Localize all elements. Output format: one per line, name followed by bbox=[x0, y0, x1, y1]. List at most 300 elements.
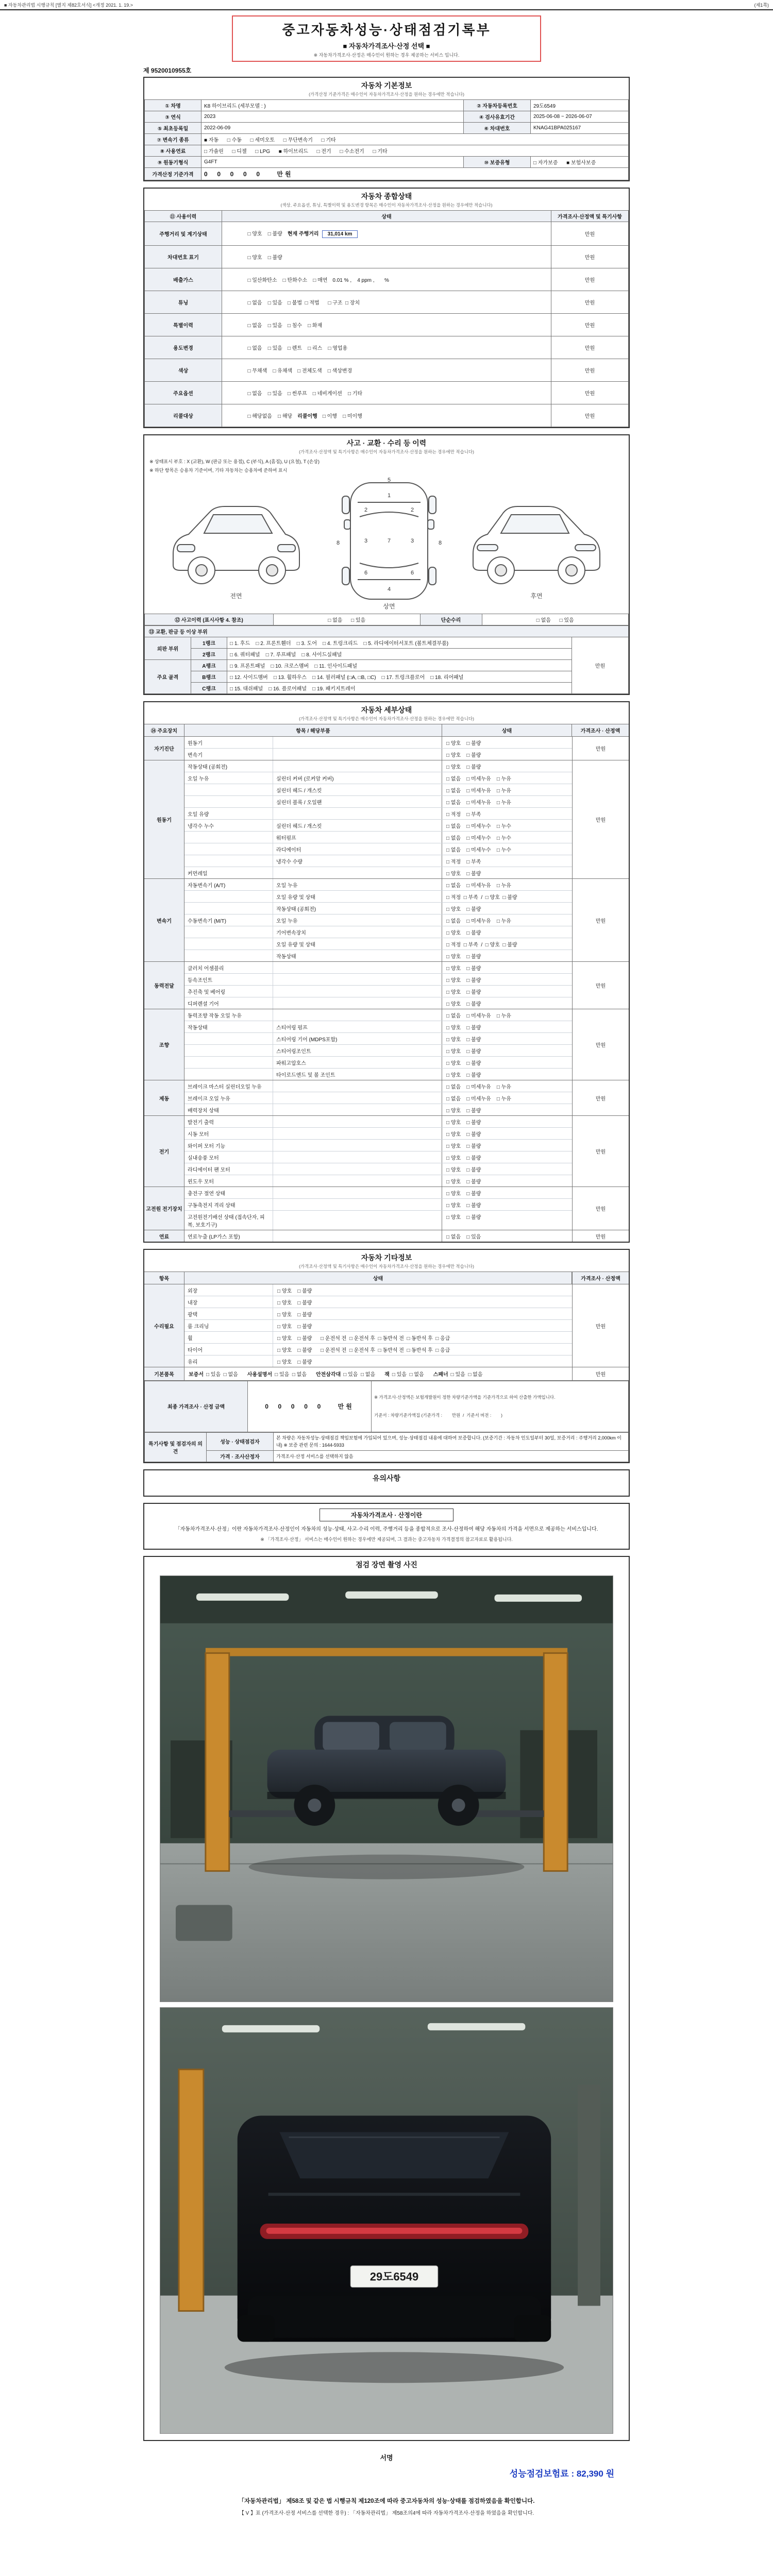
checkbox-group[interactable]: □ 양호 □ 불량 bbox=[446, 930, 481, 936]
checkbox-group[interactable]: □ 있음 □ 없음 bbox=[275, 1372, 307, 1378]
item-label bbox=[184, 926, 273, 938]
sub-part-label: 실린더 헤드 / 개스킷 bbox=[273, 820, 442, 831]
price-cell: 만원 bbox=[551, 404, 629, 427]
device-item-row bbox=[184, 1116, 572, 1128]
checkbox-group[interactable]: □ 없음 □ 있음 bbox=[247, 346, 282, 351]
device-group-label: 연료 bbox=[144, 1230, 184, 1242]
checkbox-group[interactable]: □ 양호 □ 불량 bbox=[446, 1025, 481, 1031]
item-label: 브레이크 마스터 실린더오일 누유 bbox=[184, 1080, 273, 1092]
checkbox-group[interactable]: □ 양호 □ 불량 bbox=[277, 1324, 312, 1330]
price-cell: 만원 bbox=[551, 291, 629, 314]
device-group-label: 원동기 bbox=[144, 760, 184, 878]
inspector-opinion-text: 본 차량은 자동차성능·상태점검 책임보험에 가입되어 있으며, 성능·상태점검 내용에 대하여 보증합니다. (보증기간 : 자동차 인도일부터 30일, 보증거리 : 주행거리 2,000km 이내) ※ 보증 관련 문의 : 1644-5933 bbox=[274, 1432, 629, 1451]
checkbox-group[interactable]: □ 없음 □ 미세누수 □ 누수 bbox=[446, 823, 511, 829]
sub-part-label: 오일 유량 및 상태 bbox=[273, 891, 442, 902]
checkbox-group[interactable]: □ 없음 □ 미세누유 □ 누유 bbox=[446, 788, 511, 794]
price-cell: 만원 bbox=[551, 359, 629, 382]
svg-text:5: 5 bbox=[387, 477, 391, 483]
checkbox-group[interactable]: □ 양호 □ 불량 bbox=[446, 906, 481, 912]
device-item-row bbox=[184, 760, 572, 772]
column-header: 상태 bbox=[222, 211, 551, 222]
section-note: (가격조사·산정액 및 특기사항은 매수인이 자동차가격조사·산정을 원하는 경우에만 적습니다) bbox=[299, 716, 474, 721]
license-plate-text: 29도6549 bbox=[369, 2270, 419, 2283]
device-item-row bbox=[184, 855, 572, 867]
fee-label: 성능점검보험료 : bbox=[509, 2468, 575, 2479]
item-label bbox=[184, 950, 273, 961]
extra-label: 현재 주행거리 bbox=[287, 231, 319, 237]
detail-table-header bbox=[144, 724, 629, 737]
item-label: 룸 크리닝 bbox=[184, 1320, 273, 1331]
sub-part-label bbox=[273, 1151, 442, 1163]
checkbox-group[interactable]: □ 없음 □ 있음 bbox=[247, 323, 282, 329]
item-label bbox=[184, 903, 273, 914]
checkbox-group[interactable]: □ 양호 □ 불량 bbox=[446, 1167, 481, 1173]
checkbox-group[interactable]: □ 양호 □ 불량 bbox=[446, 965, 481, 972]
price-cell: 만원 bbox=[551, 268, 629, 291]
device-item-row bbox=[184, 1080, 572, 1092]
checkbox-group[interactable]: □ 양호 □ 불량 bbox=[247, 255, 282, 261]
section-title: 사고 · 교환 · 수리 등 이력 bbox=[346, 439, 427, 447]
rank-label: A랭크 bbox=[191, 660, 227, 671]
rank-checkbox-group[interactable]: □ 1. 후드 □ 2. 프론트휀더 □ 3. 도어 □ 4. 트렁크리드 □ 5. 라디에이터서포트 (볼트체결부품) bbox=[227, 637, 572, 649]
device-item-row bbox=[184, 938, 572, 950]
rank-checkbox-group[interactable]: □ 9. 프론트패널 □ 10. 크로스멤버 □ 11. 인사이드패널 bbox=[227, 660, 572, 671]
checkbox-group[interactable]: □ 양호 □ 불량 bbox=[446, 1143, 481, 1149]
sub-part-label bbox=[273, 1230, 442, 1242]
field-label: ⑧ 사용연료 bbox=[145, 145, 201, 157]
checkbox-group[interactable]: □ 적정 □ 부족 / □ 양호 □ 불량 bbox=[446, 942, 517, 948]
basic-item-checkbox-group[interactable] bbox=[189, 1370, 238, 1378]
device-item-row bbox=[184, 1033, 572, 1045]
checkbox-group[interactable]: □ 없음 □ 미세누유 □ 누유 bbox=[446, 800, 511, 806]
device-group-label: 자기진단 bbox=[144, 737, 184, 760]
checkbox-group[interactable]: □ 양호 □ 불량 □ 운전석 전 □ 운전석 후 □ 동반석 전 □ 동반석 후 □ 응급 bbox=[277, 1347, 450, 1353]
item-label: 오일 누유 bbox=[184, 772, 273, 784]
device-item-row bbox=[184, 1199, 572, 1211]
title-block bbox=[232, 15, 541, 62]
checkbox-group[interactable]: □ 무채색 □ 유채색 bbox=[247, 368, 293, 374]
device-item-row bbox=[184, 879, 572, 891]
form-reference-note bbox=[0, 0, 773, 9]
checkbox-group[interactable]: □ 없음 □ 미세누유 □ 누유 bbox=[446, 1096, 511, 1102]
device-item-row bbox=[184, 903, 572, 914]
sub-part-label bbox=[273, 986, 442, 997]
sub-part-label: 기어변속장치 bbox=[273, 926, 442, 938]
repair-item-row bbox=[184, 1284, 572, 1296]
column-header: 항목 bbox=[144, 1272, 184, 1284]
device-item-row bbox=[184, 843, 572, 855]
accident-history-checkbox-group[interactable]: □ 없음 □ 있음 bbox=[274, 614, 421, 625]
field-label: ⑤ 최초등록일 bbox=[145, 123, 201, 134]
device-group-row bbox=[144, 1230, 629, 1242]
sub-part-label: 오일 누유 bbox=[273, 879, 442, 890]
item-label: 와이퍼 모터 기능 bbox=[184, 1140, 273, 1151]
checkbox-group[interactable]: □ 양호 □ 불량 □ 운전석 전 □ 운전석 후 □ 동반석 전 □ 동반석 후 □ 응급 bbox=[277, 1335, 450, 1342]
extra-checkbox-group[interactable]: □ 침수 □ 화재 bbox=[287, 323, 323, 329]
item-label: 실내송풍 모터 bbox=[184, 1151, 273, 1163]
top-divider bbox=[0, 9, 773, 10]
definition-title: 자동차가격조사 · 산정이란 bbox=[320, 1509, 453, 1521]
column-header: 가격조사 · 산정액 bbox=[580, 728, 620, 734]
extra-checkbox-group[interactable]: □ 썬루프 □ 네비게이션 □ 기타 bbox=[287, 391, 363, 397]
basic-item-checkbox-group[interactable] bbox=[384, 1370, 424, 1378]
column-header: 가격조사·산정액 및 특기사항 bbox=[551, 211, 629, 222]
item-label: 수동변속기 (M/T) bbox=[184, 914, 273, 926]
device-group-row bbox=[144, 1080, 629, 1116]
basic-item-checkbox-group[interactable] bbox=[247, 1370, 307, 1378]
row-label: 튜닝 bbox=[145, 291, 222, 314]
column-header: 상태 bbox=[184, 1272, 572, 1284]
item-label bbox=[184, 891, 273, 902]
device-item-row bbox=[184, 974, 572, 986]
sub-part-label bbox=[273, 737, 442, 748]
extra-checkbox-group[interactable]: □ 렌트 □ 리스 □ 영업용 bbox=[287, 346, 348, 351]
checkbox-group[interactable]: □ 양호 □ 불량 bbox=[247, 231, 282, 237]
row-label: 용도변경 bbox=[145, 336, 222, 359]
row-label: 주요옵션 bbox=[145, 382, 222, 404]
car-shadow bbox=[225, 2352, 564, 2383]
checkbox-group[interactable]: □ 양호 □ 불량 bbox=[446, 871, 481, 877]
page-title: 중고자동차성능·상태점검기록부 bbox=[282, 22, 491, 38]
device-group-row bbox=[144, 1116, 629, 1187]
checkbox-group[interactable]: □ 없음 □ 미세누유 □ 누유 bbox=[446, 1084, 511, 1090]
sub-part-label bbox=[273, 1092, 442, 1104]
page-subtitle: ■ 자동차가격조사·산정 선택 ■ bbox=[343, 42, 430, 50]
overall-condition-table bbox=[144, 210, 629, 427]
checkbox-group[interactable]: □ 없음 □ 미세누유 □ 누유 bbox=[446, 776, 511, 782]
item-label: 등속조인트 bbox=[184, 974, 273, 985]
column-header: ⑭ 주요장치 bbox=[144, 724, 184, 736]
sub-part-label bbox=[273, 1080, 442, 1092]
item-label: 작동상태 (공회전) bbox=[184, 760, 273, 772]
item-label bbox=[184, 796, 273, 807]
checkbox-group[interactable]: □ 양호 □ 불량 bbox=[446, 1179, 481, 1185]
basic-item-label: 사용설명서 bbox=[247, 1372, 273, 1378]
sub-part-label: 스티어링 펌프 bbox=[273, 1021, 442, 1032]
exchange-label: ⑬ 교환, 판금 등 이상 부위 bbox=[145, 626, 629, 637]
accident-history-table bbox=[144, 614, 629, 625]
item-label bbox=[184, 1069, 273, 1080]
field-label: ③ 연식 bbox=[145, 111, 201, 123]
checkbox-group[interactable]: □ 양호 □ 불량 bbox=[446, 1120, 481, 1126]
price-cell: 만원 bbox=[572, 962, 629, 1009]
column-header: 상태 bbox=[442, 724, 572, 736]
fuel-checkbox-group[interactable]: □ 가솔린 □ 디젤 □ LPG ■ 하이브리드 □ 전기 □ 수소전기 □ 기타 bbox=[201, 145, 629, 157]
price-cell: 만원 bbox=[551, 382, 629, 404]
device-item-row bbox=[184, 1211, 572, 1230]
sub-part-label bbox=[273, 1175, 442, 1187]
checkbox-group[interactable]: □ 적정 □ 부족 / □ 양호 □ 불량 bbox=[446, 894, 517, 901]
device-group-label: 조향 bbox=[144, 1009, 184, 1080]
checkbox-group[interactable]: □ 있음 □ 없음 bbox=[392, 1372, 424, 1378]
item-label: 커먼레일 bbox=[184, 867, 273, 878]
checkbox-group[interactable]: □ 해당없음 □ 해당 bbox=[247, 414, 293, 419]
repair-needed-label: 수리필요 bbox=[144, 1284, 184, 1367]
checkbox-group[interactable]: □ 있음 □ 없음 bbox=[206, 1372, 238, 1378]
item-label bbox=[184, 1045, 273, 1056]
extra-checkbox-group[interactable]: □ 이행 □ 미이행 bbox=[322, 414, 362, 419]
checkbox-group[interactable]: □ 양호 □ 불량 bbox=[446, 1155, 481, 1161]
checkbox-group[interactable]: □ 양호 □ 불량 bbox=[277, 1312, 312, 1318]
checkbox-group[interactable]: □ 있음 □ 없음 bbox=[450, 1372, 483, 1378]
device-item-row bbox=[184, 832, 572, 843]
diagram-basis-note: ※ 하단 항목은 승용차 기준이며, 기타 자동차는 승용차에 준하여 표시 bbox=[149, 468, 288, 473]
registration-number-value: 29도6549 bbox=[531, 100, 629, 111]
checkbox-group[interactable]: □ 양호 □ 불량 bbox=[446, 1191, 481, 1197]
checkbox-group[interactable]: □ 양호 □ 불량 bbox=[446, 1072, 481, 1078]
item-label: 클러치 어셈블리 bbox=[184, 962, 273, 973]
inspection-photo-1 bbox=[160, 1575, 613, 2002]
diagram-label-front: 전면 bbox=[230, 592, 242, 600]
item-label: 발전기 출력 bbox=[184, 1116, 273, 1127]
item-label bbox=[184, 843, 273, 855]
sub-part-label: 타이로드엔드 및 볼 조인트 bbox=[273, 1069, 442, 1080]
car-rear-silhouette bbox=[238, 2115, 551, 2342]
lift-post-left bbox=[179, 2069, 204, 2311]
sub-part-label bbox=[273, 808, 442, 819]
device-group-row bbox=[144, 737, 629, 760]
device-group-label: 전기 bbox=[144, 1116, 184, 1187]
usage-history-row bbox=[145, 222, 629, 246]
inspection-photo-2 bbox=[160, 2007, 613, 2434]
row-label: 차대번호 표기 bbox=[145, 246, 222, 268]
device-item-row bbox=[184, 1151, 572, 1163]
sub-part-label: 냉각수 수량 bbox=[273, 855, 442, 867]
field-label: ④ 검사유효기간 bbox=[464, 111, 531, 123]
device-group-row bbox=[144, 1187, 629, 1230]
repair-item-row bbox=[184, 1344, 572, 1355]
basic-item-checkbox-group[interactable] bbox=[316, 1370, 375, 1378]
sub-part-label bbox=[273, 760, 442, 772]
item-label: 동력조향 작동 오일 누유 bbox=[184, 1009, 273, 1021]
device-item-row bbox=[184, 997, 572, 1009]
sub-part-label bbox=[273, 1128, 442, 1139]
basic-item-label: 안전삼각대 bbox=[315, 1372, 341, 1378]
rank-label: C랭크 bbox=[191, 683, 227, 694]
svg-text:2: 2 bbox=[364, 507, 368, 513]
usage-history-row bbox=[145, 336, 629, 359]
diagram-label-top: 상면 bbox=[383, 603, 395, 610]
sub-part-label: 실린더 커버 (로커암 커버) bbox=[273, 772, 442, 784]
basic-item-checkbox-group[interactable] bbox=[433, 1370, 483, 1378]
item-label: 추진축 및 베어링 bbox=[184, 986, 273, 997]
svg-text:7: 7 bbox=[387, 538, 391, 544]
checkbox-group[interactable]: □ 양호 □ 불량 bbox=[446, 1214, 481, 1221]
section-note: (가격조사·산정액 및 특기사항은 매수인이 자동차가격조사·산정을 원하는 경우에만 적습니다) bbox=[299, 1264, 474, 1269]
diagram-car-rear-view bbox=[473, 506, 600, 584]
device-group-row bbox=[144, 760, 629, 879]
engine-type-value: G4FT bbox=[201, 157, 464, 168]
sub-part-label: 실린더 헤드 / 개스킷 bbox=[273, 784, 442, 795]
rank-checkbox-group[interactable]: □ 12. 사이드멤버 □ 13. 휠하우스 □ 14. 필러패널 (□A, □B, □C) □ 17. 트렁크플로어 □ 18. 리어패널 bbox=[227, 671, 572, 683]
section-inspection-photos bbox=[143, 1556, 630, 2441]
checkbox-group[interactable]: □ 양호 □ 불량 bbox=[446, 1060, 481, 1066]
checkbox-group[interactable]: □ 없음 □ 있음 bbox=[446, 1234, 481, 1240]
svg-text:8: 8 bbox=[438, 540, 442, 546]
checkbox-group[interactable]: □ 양호 □ 불량 bbox=[277, 1359, 312, 1365]
checkbox-group[interactable]: □ 양호 □ 불량 bbox=[446, 954, 481, 960]
diagram-car-front-view bbox=[173, 506, 299, 584]
item-label: 변속기 bbox=[184, 749, 273, 760]
device-item-row bbox=[184, 1069, 572, 1080]
extra-checkbox-group[interactable]: 0.01 % , 4 ppm , % bbox=[332, 278, 389, 283]
field-label: ⑥ 차대번호 bbox=[464, 123, 531, 134]
base-price-value: 0 0 0 0 0 만원 bbox=[201, 168, 629, 180]
item-label: 자동변속기 (A/T) bbox=[184, 879, 273, 890]
device-item-row bbox=[184, 796, 572, 808]
appraiser-opinion-text: 가격조사·산정 서비스를 선택하지 않음 bbox=[274, 1451, 629, 1462]
checkbox-group[interactable]: □ 양호 □ 불량 bbox=[446, 1048, 481, 1055]
price-cell: 만원 bbox=[551, 246, 629, 268]
checkbox-group[interactable]: □ 없음 □ 미세누유 □ 누유 bbox=[446, 918, 511, 924]
extra-checkbox-group[interactable]: □ 전체도색 □ 색상변경 bbox=[297, 368, 352, 374]
sub-part-label: 워터펌프 bbox=[273, 832, 442, 843]
checkbox-group[interactable]: □ 양호 □ 불량 bbox=[446, 1108, 481, 1114]
sub-part-label: 파워고압호스 bbox=[273, 1057, 442, 1068]
price-cell: 만원 bbox=[572, 760, 629, 878]
checkbox-group[interactable]: □ 양호 □ 불량 bbox=[446, 1037, 481, 1043]
field-label: 가격산정 기준가격 bbox=[145, 168, 201, 180]
usage-history-row bbox=[145, 268, 629, 291]
device-group-row bbox=[144, 879, 629, 962]
section-notice bbox=[143, 1469, 630, 1497]
row-label: 리콜대상 bbox=[145, 404, 222, 427]
checkbox-group[interactable]: □ 없음 □ 미세누유 □ 누유 bbox=[446, 883, 511, 889]
checkbox-group[interactable]: □ 없음 □ 미세누유 □ 누유 bbox=[446, 1013, 511, 1019]
checkbox-group[interactable]: □ 없음 □ 있음 bbox=[247, 391, 282, 397]
checkbox-group[interactable]: □ 양호 □ 불량 bbox=[277, 1288, 312, 1294]
item-label: 충전구 절연 상태 bbox=[184, 1187, 273, 1198]
usage-history-row bbox=[145, 291, 629, 314]
repair-item-row bbox=[184, 1355, 572, 1367]
sub-part-label bbox=[273, 867, 442, 878]
rank-label: B랭크 bbox=[191, 671, 227, 683]
item-label: 시동 모터 bbox=[184, 1128, 273, 1139]
warranty-checkbox-group[interactable]: □ 자가보증 ■ 보험사보증 bbox=[531, 157, 629, 168]
checkbox-group[interactable]: □ 양호 □ 불량 bbox=[277, 1300, 312, 1306]
sub-part-label: 작동상태 (공회전) bbox=[273, 903, 442, 914]
extra-checkbox-group[interactable]: □ 불법 □ 적법 □ 구조 □ 장치 bbox=[287, 300, 360, 306]
price-cell: 만원 bbox=[551, 314, 629, 336]
repair-item-row bbox=[184, 1296, 572, 1308]
usage-history-row bbox=[145, 246, 629, 268]
checkbox-group[interactable]: □ 양호 □ 불량 bbox=[446, 752, 481, 758]
simple-repair-checkbox-group[interactable]: □ 없음 □ 있음 bbox=[482, 614, 629, 625]
device-group-label: 동력전달 bbox=[144, 962, 184, 1009]
checkbox-group[interactable]: □ 없음 □ 미세누수 □ 누수 bbox=[446, 835, 511, 841]
item-label: 내장 bbox=[184, 1296, 273, 1308]
checkbox-group[interactable]: □ 양호 □ 불량 bbox=[446, 1131, 481, 1138]
field-label: ⑨ 원동기형식 bbox=[145, 157, 201, 168]
rank-label: 2랭크 bbox=[191, 649, 227, 660]
section-title: 자동차 기타정보 bbox=[361, 1253, 412, 1262]
item-label: 타이어 bbox=[184, 1344, 273, 1355]
checkbox-group[interactable]: □ 양호 □ 불량 bbox=[446, 740, 481, 747]
svg-text:6: 6 bbox=[410, 570, 414, 576]
checkbox-group[interactable]: □ 없음 □ 있음 bbox=[247, 300, 282, 306]
basic-info-table bbox=[144, 99, 629, 180]
price-cell: 만원 bbox=[551, 222, 629, 246]
svg-text:3: 3 bbox=[364, 538, 368, 544]
column-header: 항목 / 해당부품 bbox=[184, 724, 442, 736]
definition-note: ※ 「가격조사·산정」 서비스는 매수인이 원하는 경우에만 제공되며, 그 결과는 중고자동차 가격결정의 참고자료로 활용됩니다. bbox=[260, 1537, 513, 1543]
transmission-checkbox-group[interactable]: ■ 자동 □ 수동 □ 세미오토 □ 무단변속기 □ 기타 bbox=[201, 134, 629, 145]
rank-checkbox-group[interactable]: □ 15. 대쉬패널 □ 16. 플로어패널 □ 19. 패키지트레이 bbox=[227, 683, 572, 694]
notice-title: 유의사항 bbox=[372, 1474, 401, 1483]
device-item-row bbox=[184, 1163, 572, 1175]
checkbox-group[interactable]: □ 양호 □ 불량 bbox=[446, 764, 481, 770]
device-item-row bbox=[184, 820, 572, 832]
form-reference-left: ■ 자동차관리법 시행규칙 [별지 제82호서식] <개정 2021. 1. 19.> bbox=[4, 3, 133, 8]
sub-part-label: 작동상태 bbox=[273, 950, 442, 961]
final-price-table bbox=[144, 1381, 629, 1432]
opinion-label: 특기사항 및 점검자의 의견 bbox=[145, 1432, 207, 1462]
price-cell: 만원 bbox=[572, 1230, 629, 1242]
item-label bbox=[184, 1057, 273, 1068]
svg-text:8: 8 bbox=[336, 540, 340, 546]
repair-item-row bbox=[184, 1320, 572, 1332]
checkbox-group[interactable]: □ 양호 □ 불량 bbox=[446, 1202, 481, 1209]
checkbox-group[interactable]: □ 일산화탄소 □ 탄화수소 □ 매연 bbox=[247, 278, 328, 283]
price-cell: 만원 bbox=[572, 1080, 629, 1115]
svg-text:3: 3 bbox=[410, 538, 414, 544]
sub-part-label bbox=[273, 1199, 442, 1210]
price-cell: 만원 bbox=[572, 1284, 629, 1367]
column-header: ⑪ 사용이력 bbox=[145, 211, 222, 222]
form-reference-right: (제1쪽) bbox=[754, 3, 769, 8]
repair-needed-group bbox=[144, 1284, 629, 1367]
checkbox-group[interactable]: □ 양호 □ 불량 bbox=[446, 989, 481, 995]
column-header: 가격조사 · 산정액 bbox=[572, 1272, 629, 1284]
repair-item-row bbox=[184, 1332, 572, 1344]
checkbox-group[interactable]: □ 적정 □ 부족 bbox=[446, 811, 481, 818]
svg-text:4: 4 bbox=[387, 586, 391, 592]
item-label: 휠 bbox=[184, 1332, 273, 1343]
device-item-row bbox=[184, 1104, 572, 1115]
lift-post-left bbox=[206, 1653, 229, 1871]
device-item-row bbox=[184, 1230, 572, 1242]
checkbox-group[interactable]: □ 양호 □ 불량 bbox=[446, 977, 481, 984]
final-price-note: ※ 가격조사·산정액은 보험개발원이 정한 차량기준가액을 기준가격으로 하여 산출한 가액입니다. bbox=[374, 1395, 556, 1400]
checkbox-group[interactable]: □ 양호 □ 불량 bbox=[446, 1001, 481, 1007]
price-cell: 만원 bbox=[572, 637, 629, 694]
checkbox-group[interactable]: □ 있음 □ 없음 bbox=[343, 1372, 376, 1378]
device-item-row bbox=[184, 1175, 572, 1187]
item-label: 구동축전지 격리 상태 bbox=[184, 1199, 273, 1210]
sub-part-label bbox=[273, 997, 442, 1009]
row-label: 주행거리 및 계기상태 bbox=[145, 222, 222, 246]
device-item-row bbox=[184, 749, 572, 760]
field-label: ⑦ 변속기 종류 bbox=[145, 134, 201, 145]
checkbox-group[interactable]: □ 적정 □ 부족 bbox=[446, 859, 481, 865]
section-title: 자동차 기본정보 bbox=[361, 81, 412, 90]
item-label bbox=[184, 855, 273, 867]
lift-post-right bbox=[544, 1653, 567, 1871]
diagram-label-rear: 후면 bbox=[530, 592, 543, 600]
item-label: 브레이크 오일 누유 bbox=[184, 1092, 273, 1104]
sub-part-label: 오일 유량 및 상태 bbox=[273, 938, 442, 950]
legal-confirmation-line: 「자동차관리법」 제58조 및 같은 법 시행규칙 제120조에 따라 중고자동차의 성능·상태를 점검하였음을 확인합니다. bbox=[238, 2498, 535, 2504]
item-label: 오일 유량 bbox=[184, 808, 273, 819]
sub-part-label bbox=[273, 1104, 442, 1115]
device-item-row bbox=[184, 926, 572, 938]
notice-body bbox=[144, 1484, 629, 1496]
first-registration-value: 2022-06-09 bbox=[201, 123, 464, 134]
rank-checkbox-group[interactable]: □ 6. 쿼터패널 □ 7. 루프패널 □ 8. 사이드실패널 bbox=[227, 649, 572, 660]
checkbox-group[interactable]: □ 없음 □ 미세누수 □ 누수 bbox=[446, 847, 511, 853]
price-cell: 만원 bbox=[572, 737, 629, 760]
repair-item-row bbox=[184, 1308, 572, 1320]
